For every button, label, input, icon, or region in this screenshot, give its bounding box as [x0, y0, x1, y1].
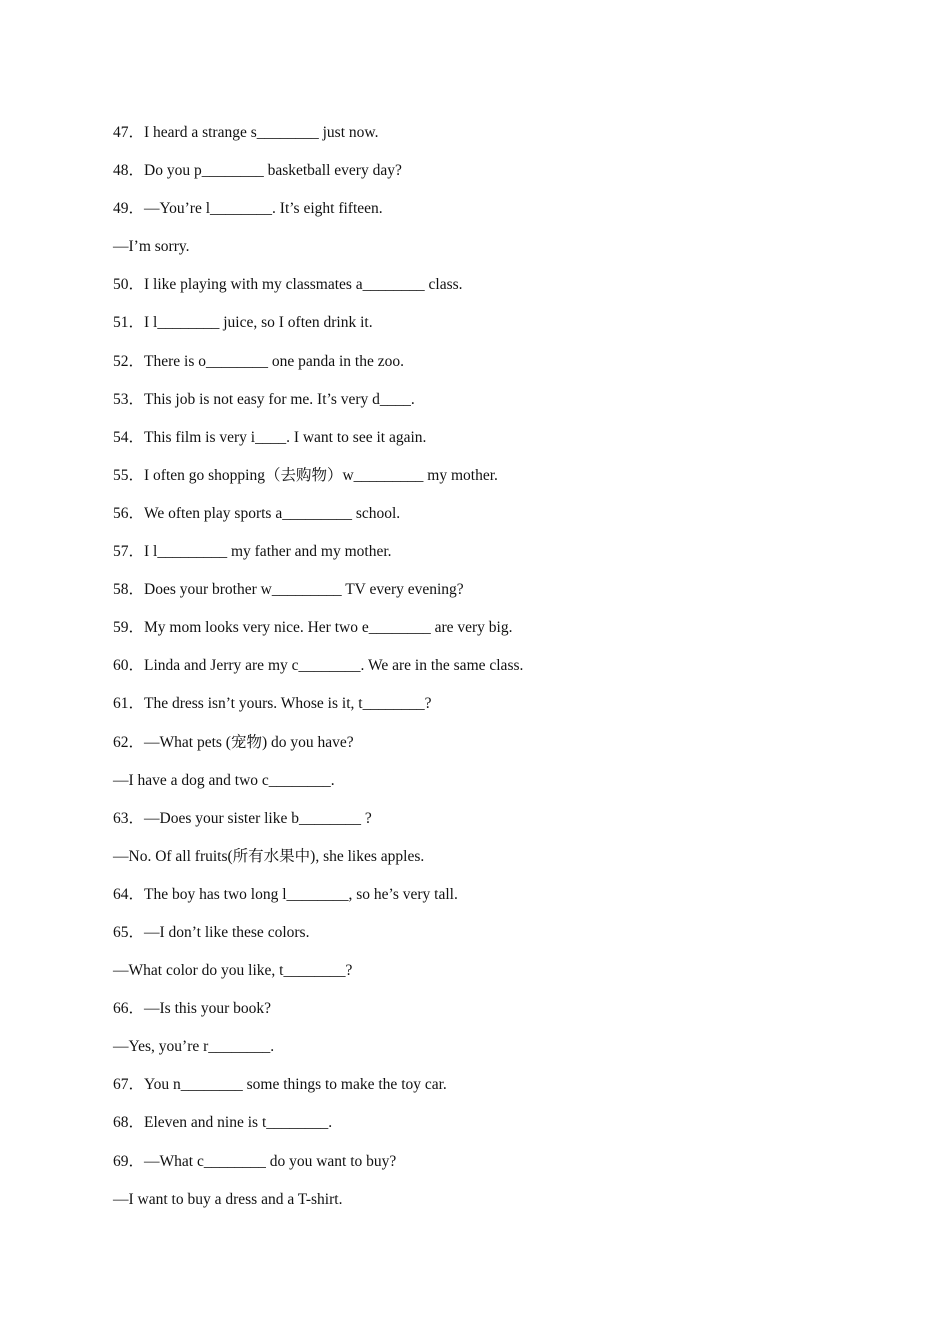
exercise-line: 51．I l________ juice, so I often drink it.: [113, 314, 373, 332]
exercise-line: —I’m sorry.: [113, 238, 190, 256]
exercise-line: 56．We often play sports a_________ school.: [113, 504, 401, 522]
exercise-line: 55．I often go shopping（去购物）w_________ my mother.: [113, 466, 498, 484]
exercise-line: 49．—You’re l________. It’s eight fifteen.: [113, 200, 383, 218]
exercise-line: 48．Do you p________ basketball every day?: [113, 162, 402, 180]
exercise-line: 61．The dress isn’t yours. Whose is it, t________?: [113, 695, 432, 713]
exercise-line: —I want to buy a dress and a T-shirt.: [113, 1190, 343, 1208]
exercise-line: 57．I l_________ my father and my mother.: [113, 543, 392, 561]
exercise-line: 68．Eleven and nine is t________.: [113, 1114, 333, 1132]
exercise-line: 50．I like playing with my classmates a________ class.: [113, 276, 463, 294]
exercise-line: 47．I heard a strange s________ just now.: [113, 124, 379, 141]
exercise-line: 64．The boy has two long l________, so he’s very tall.: [113, 885, 458, 903]
exercise-line: 65．—I don’t like these colors.: [113, 923, 310, 941]
exercise-line: —What color do you like, t________?: [113, 962, 353, 980]
exercise-line: 60．Linda and Jerry are my c________. We are in the same class.: [113, 657, 524, 675]
exercise-line: 53．This job is not easy for me. It’s very d____.: [113, 390, 415, 408]
exercise-line: 66．—Is this your book?: [113, 1000, 272, 1018]
exercise-line: 67．You n________ some things to make the toy car.: [113, 1076, 447, 1094]
exercise-line: 54．This film is very i____. I want to see it again.: [113, 428, 427, 446]
exercise-list: [113, 121, 893, 1226]
exercise-line: 63．—Does your sister like b________ ?: [113, 809, 372, 827]
exercise-line: 69．—What c________ do you want to buy?: [113, 1152, 397, 1170]
exercise-line: —Yes, you’re r________.: [113, 1038, 275, 1056]
exercise-line: 62．—What pets (宠物) do you have?: [113, 733, 354, 751]
exercise-line: 58．Does your brother w_________ TV every evening?: [113, 581, 464, 599]
exercise-line: —No. Of all fruits(所有水果中), she likes apples.: [113, 847, 425, 865]
exercise-line: 52．There is o________ one panda in the zoo.: [113, 352, 404, 370]
exercise-line: —I have a dog and two c________.: [113, 771, 335, 789]
exercise-line: 59．My mom looks very nice. Her two e________ are very big.: [113, 619, 513, 637]
